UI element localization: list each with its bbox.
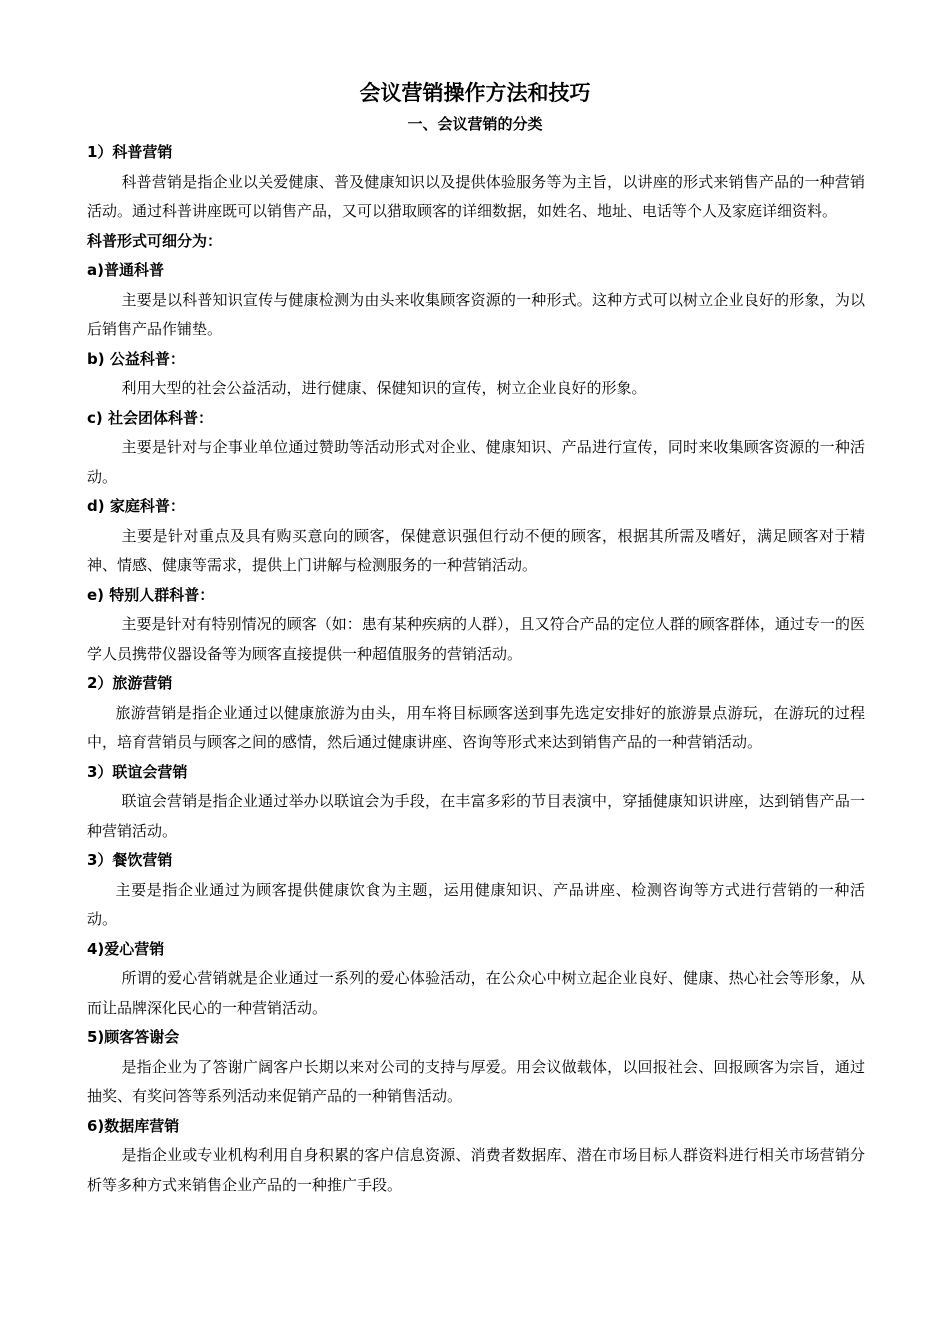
heading-science-marketing: 1）科普营销 [87,143,173,161]
heading-database-marketing: 6)数据库营销 [87,1116,180,1135]
paragraph-travel-marketing: 旅游营销是指企业通过以健康旅游为由头，用车将目标顾客送到事先选定安排好的旅游景点游玩，在游玩的过程中，培育营销员与顾客之间的感情，然后通过健康讲座、咨询等形式来达到销售产品的一种营销活动。 [87,703,865,751]
heading-science-forms: 科普形式可细分为： [87,231,223,250]
paragraph-science-marketing: 科普营销是指企业以关爱健康、普及健康知识以及提供体验服务等为主旨，以讲座的形式来销售产品的一种营销活动。通过科普讲座既可以销售产品，又可以猎取顾客的详细数据，如姓名、地址、电话等个人及家庭详细资料。 [87,172,865,220]
heading-dining-marketing: 3）餐饮营销 [87,851,173,869]
paragraph-database-marketing: 是指企业或专业机构利用自身积累的客户信息资源、消费者数据库、潜在市场目标人群资料进行相关市场营销分析等多种方式来销售企业产品的一种推广手段。 [87,1146,865,1194]
heading-general-science: a)普通科普 [87,261,164,279]
heading-public-welfare-science: b) 公益科普： [87,349,185,368]
paragraph-customer-appreciation: 是指企业为了答谢广阔客户长期以来对公司的支持与厚爱。用会议做载体，以回报社会、回报顾客为宗旨，通过抽奖、有奖问答等系列活动来促销产品的一种销售活动。 [87,1057,865,1105]
heading-charity-marketing: 4)爱心营销 [87,939,165,958]
heading-customer-appreciation: 5)顾客答谢会 [87,1028,180,1046]
paragraph-charity-marketing: 所谓的爱心营销就是企业通过一系列的爱心体验活动，在公众心中树立起企业良好、健康、热心社会等形象，从而让品牌深化民心的一种营销活动。 [87,969,865,1017]
document-body [87,138,865,1200]
heading-travel-marketing: 2）旅游营销 [87,674,173,692]
heading-special-group-science: e) 特别人群科普： [87,585,215,604]
paragraph-gala-marketing: 联谊会营销是指企业通过举办以联谊会为手段，在丰富多彩的节目表演中，穿插健康知识讲座，达到销售产品一种营销活动。 [87,792,865,840]
paragraph-public-welfare-science: 利用大型的社会公益活动，进行健康、保健知识的宣传，树立企业良好的形象。 [121,379,647,397]
heading-gala-marketing: 3）联谊会营销 [87,762,188,781]
paragraph-special-group-science: 主要是针对有特别情况的顾客（如：患有某种疾病的人群），且又符合产品的定位人群的顾客群体，通过专一的医学人员携带仪器设备等为顾客直接提供一种超值服务的营销活动。 [87,615,865,663]
heading-family-science: d) 家庭科普： [87,497,185,515]
paragraph-general-science: 主要是以科普知识宣传与健康检测为由头来收集顾客资源的一种形式。这种方式可以树立企业良好的形象，为以后销售产品作铺垫。 [87,290,865,338]
section-subtitle: 一、会议营销的分类 [407,115,543,133]
document-title: 会议营销操作方法和技巧 [359,81,591,105]
paragraph-social-group-science: 主要是针对与企事业单位通过赞助等活动形式对企业、健康知识、产品进行宣传，同时来收集顾客资源的一种活动。 [87,438,865,486]
heading-social-group-science: c) 社会团体科普： [87,408,213,427]
paragraph-dining-marketing: 主要是指企业通过为顾客提供健康饮食为主题，运用健康知识、产品讲座、检测咨询等方式进行营销的一种活动。 [87,880,865,928]
paragraph-family-science: 主要是针对重点及具有购买意向的顾客，保健意识强但行动不便的顾客，根据其所需及嗜好，满足顾客对于精神、情感、健康等需求，提供上门讲解与检测服务的一种营销活动。 [87,526,865,574]
